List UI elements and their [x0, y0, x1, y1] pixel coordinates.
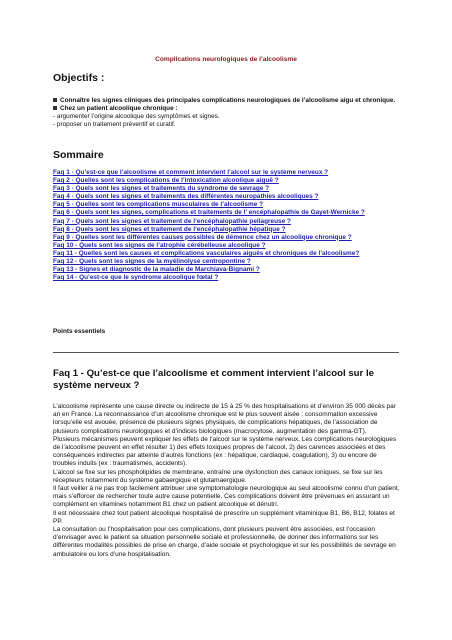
toc-link-faq-1[interactable]: Faq 1 - Qu’est-ce que l’alcoolisme et comment intervient l’alcool sur le système nerveux ?	[53, 169, 329, 176]
toc-item	[53, 169, 398, 177]
faq1-heading: Faq 1 - Qu’est-ce que l’alcoolisme et comment intervient l’alcool sur le système nerveux ?	[53, 368, 374, 391]
objectif-sub-1: - argumenter l’origine alcoolique des symptômes et signes.	[53, 113, 220, 120]
toc-item	[53, 193, 398, 201]
objectif-item-2: Chez un patient alcoolique chronique :	[53, 105, 403, 113]
toc-link-faq-14[interactable]: Faq 14 - Qu’est-ce que le syndrome alcoolique fœtal ?	[53, 274, 219, 282]
toc-link-faq-11[interactable]: Faq 11 - Quelles sont les causes et complications vasculaires aiguës et chroniques de l’alcoolisme?	[53, 249, 360, 257]
document-title: Complications neurologiques de l’alcoolisme	[155, 56, 297, 63]
toc-link-faq-8[interactable]: Faq 8 - Quels sont les signes et traitement de l’encéphalopathie hépatique ?	[53, 225, 286, 233]
toc-link-faq-9[interactable]: Faq 9 - Quelles sont les différentes causes possibles de démence chez un alcoolique chronique ?	[53, 233, 352, 241]
objectifs-heading: Objectifs :	[53, 72, 105, 84]
toc-item	[53, 250, 398, 258]
faq1-paragraph: L’alcoolisme représente une cause directe ou indirecte de 15 à 25 % des hospitalisations et d’environ 35 000 décès par an en France. La reconnaissance d’un alcoolisme chronique est le plus souvent aisée : consommation excessive lorsqu’elle est avouée, présence de plusieurs signes physiques, de complications hépatiques, de l’association de plusieurs complications neurologiques et d’indices biologiques (macrocytose, augmentation des gamma-GT).	[53, 403, 396, 435]
toc-item	[53, 201, 398, 209]
toc-item	[53, 226, 398, 234]
faq1-body	[53, 403, 400, 559]
toc-link-faq-5[interactable]: Faq 5 - Quelles sont les complications musculaires de l’alcoolisme ?	[53, 201, 264, 209]
faq1-paragraph: Plusieurs mécanismes peuvent expliquer les effets de l’alcool sur le système nerveux. Les complications neurologiques de l’alcoolisme peuvent en effet résulter 1) des effets toxiques propres de l’alcool, 2) des carences associées et des conséquences indirectes par atteinte d’autres fonctions (ex : hépatique, cardiaque, coagulation), 3) ou encore de troubles induits (ex : traumatismes, accidents).	[53, 435, 397, 468]
section-divider	[53, 352, 399, 353]
toc-link-faq-12[interactable]: Faq 12 - Quels sont les signes de la myélinolyse centropontine ?	[53, 258, 251, 266]
sommaire-list	[53, 169, 398, 282]
square-bullet-icon	[53, 106, 57, 110]
sommaire-heading: Sommaire	[53, 149, 104, 161]
toc-link-faq-2[interactable]: Faq 2 - Quelles sont les complications de l’intoxication alcoolique aiguë ?	[53, 177, 279, 185]
toc-link-faq-7[interactable]: Faq 7 - Quels sont les signes et traitement de l’encéphalopathie pellagreuse ?	[53, 217, 291, 225]
toc-item	[53, 218, 398, 226]
faq1-paragraph: Il faut veiller à ne pas trop facilement attribuer une symptomatologie neurologique au seul alcoolisme connu d’un patient, mais s’efforcer de rechercher toute autre cause potentielle. Ces complications doivent être prévenues en assurant un complément en vitamines notamment B1 chez un patient alcoolique et dénutri.	[53, 485, 400, 509]
toc-item	[53, 258, 398, 266]
toc-item	[53, 185, 398, 193]
toc-link-faq-13[interactable]: Faq 13 - Signes et diagnostic de la maladie de Marchiava-Bignami ?	[53, 266, 260, 274]
faq1-paragraph: L’alcool se fixe sur les phospholipides de membrane, entraîne une dysfonction des canaux ioniques, se fixe sur les récepteurs notamment du système gabaergique et glutamaergique.	[53, 468, 383, 484]
toc-item	[53, 177, 398, 185]
toc-link-faq-6[interactable]: Faq 6 - Quels sont les signes, complications et traitements de l’ encéphalopathie de Gayet-Wernicke ?	[53, 209, 365, 217]
faq1-paragraph: La consultation ou l’hospitalisation pour ces complications, dont plusieurs peuvent être associées, est l’occasion d’envisager avec le patient sa situation personnelle sociale et professionnelle, de donner des informations sur les différentes modalités possibles de prise en charge, d’aide sociale et psychologique et sur les possibilités de sevrage en ambulatoire ou lors d’une hospitalisation.	[53, 526, 396, 558]
objectifs-list	[53, 97, 403, 129]
toc-link-faq-3[interactable]: Faq 3 - Quels sont les signes et traitements du syndrome de sevrage ?	[53, 185, 270, 193]
toc-item	[53, 274, 398, 282]
toc-link-faq-10[interactable]: Faq 10 - Quels sont les signes de l’atrophie cérébelleuse alcoolique ?	[53, 241, 266, 249]
toc-item	[53, 209, 398, 217]
toc-link-faq-4[interactable]: Faq 4 - Quels sont les signes et traitements des différentes neuropathies alcooliques ?	[53, 193, 319, 201]
square-bullet-icon	[53, 98, 57, 102]
faq1-paragraph: Il est nécessaire chez tout patient alcoolique hospitalisé de prescrire un supplément vitaminique B1, B6, B12, folates et PP.	[53, 509, 395, 525]
objectif-sub-2: - proposer un traitement préventif et curatif.	[53, 121, 176, 128]
points-essentiels-label: Points essentiels	[53, 328, 106, 335]
toc-item	[53, 242, 398, 250]
toc-item	[53, 234, 398, 242]
toc-item	[53, 266, 398, 274]
objectif-item-1: Connaître les signes cliniques des principales complications neurologiques de l’alcoolisme aigu et chronique.	[53, 97, 403, 105]
